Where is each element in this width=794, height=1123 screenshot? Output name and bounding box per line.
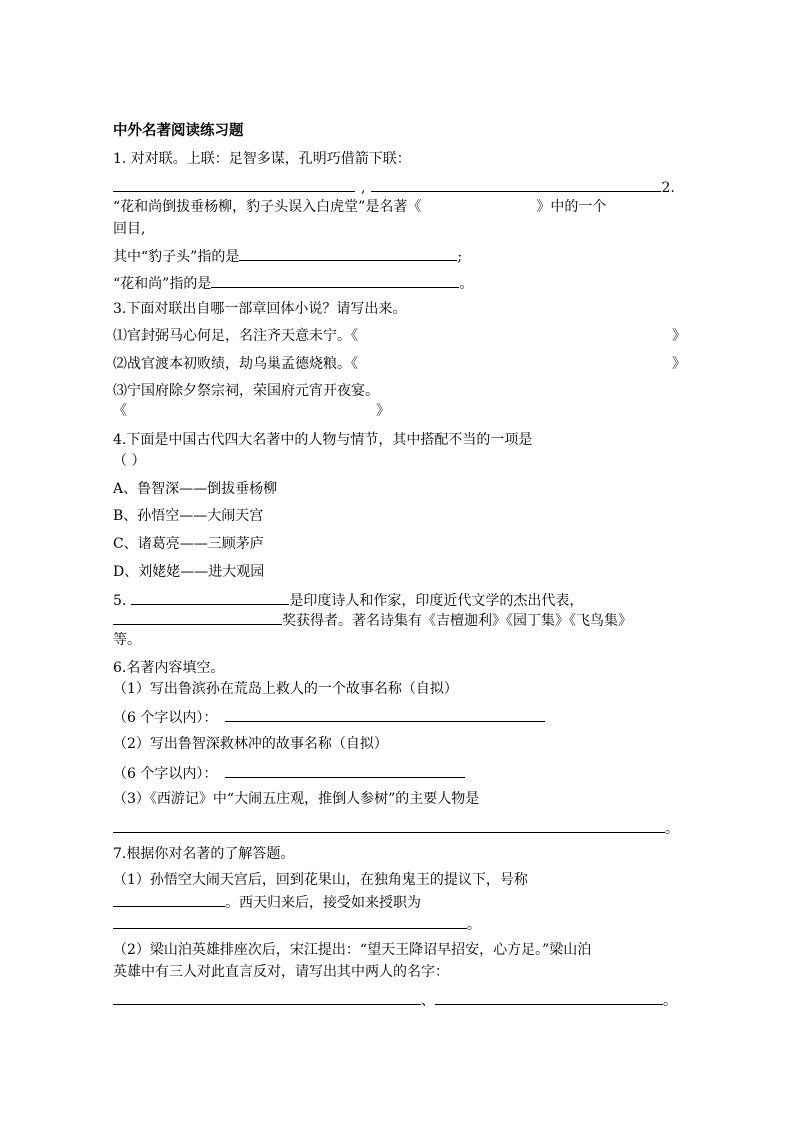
answer-blank[interactable] (113, 610, 282, 625)
question-5-line-2 (113, 610, 632, 630)
question-6-part-2: （2）写出鲁智深救林冲的故事名称（自拟） (113, 736, 388, 752)
question-3-item-3-close: 》 (376, 403, 390, 419)
question-2-text: “花和尚倒拔垂杨柳，豹子头误入白虎堂”是名著《 (113, 199, 422, 215)
question-3-item-3-open: 《 (113, 403, 127, 419)
answer-blank[interactable] (113, 177, 355, 192)
question-3-item-1-close: 》 (672, 328, 686, 344)
answer-blank[interactable] (113, 914, 467, 929)
question-1-text: 1. 对对联。上联：足智多谋，孔明巧借箭下联： (113, 151, 411, 167)
answer-paren[interactable]: （ ） (113, 453, 146, 469)
question-4-header: 4.下面是中国古代四大名著中的人物与情节，其中搭配不当的一项是 (113, 432, 533, 448)
punctuation: 。 (663, 993, 677, 1009)
question-6-part-1-answer (113, 707, 545, 727)
question-7-header: 7.根据你对名著的了解答题。 (113, 846, 295, 862)
question-6-part-3-answer (113, 818, 679, 838)
punctuation: 。 (459, 276, 474, 292)
question-2-text-end: 》中的一个 (536, 199, 607, 215)
question-5-text: 奖获得者。著名诗集有《吉檀迦利》《园丁集》《飞鸟集》 (282, 613, 632, 629)
punctuation: 。 (665, 821, 679, 837)
question-7-part-2-answers (113, 990, 677, 1010)
question-7-part-1-answer-2 (113, 914, 481, 934)
question-3-item-2: ⑵战官渡本初败绩，劫乌巢孟德烧粮。《 (113, 356, 358, 372)
option-c: C、诸葛亮——三顾茅庐 (113, 536, 264, 552)
question-6-part-2-answer (113, 763, 465, 783)
question-5-line-3: 等。 (113, 632, 141, 648)
char-limit-label: （6 个字以内）： (113, 710, 218, 726)
question-3-item-3: ⑶宁国府除夕祭宗祠，荣国府元宵开夜宴。 (113, 383, 379, 399)
leopard-head-label: 其中“豹子头”指的是 (113, 249, 240, 265)
question-6-header: 6.名著内容填空。 (113, 660, 225, 676)
option-a: A、鲁智深——倒拔垂杨柳 (113, 481, 278, 497)
answer-blank[interactable] (113, 892, 225, 907)
question-2-line (113, 198, 606, 216)
question-7-part-2-line-2: 英雄中有三人对此直言反对，请写出其中两人的名字： (113, 964, 449, 980)
question-2-flower-monk (113, 273, 473, 293)
option-b: B、孙悟空——大闹天宫 (113, 508, 264, 524)
char-limit-label: （6 个字以内）： (113, 766, 218, 782)
separator: 、 (421, 993, 435, 1009)
question-7-text: 。西天归来后，接受如来授职为 (225, 895, 421, 911)
punctuation: ; (457, 249, 463, 265)
question-6-part-1: （1）写出鲁滨孙在荒岛上救人的一个故事名称（自拟） (113, 681, 458, 697)
question-5-line-1 (113, 590, 583, 610)
comma-text: , (361, 180, 366, 196)
question-3-item-2-close: 》 (672, 356, 686, 372)
option-d: D、刘姥姥——进大观园 (113, 564, 265, 580)
question-7-part-2-line-1: （2）梁山泊英雄排座次后，宋江提出：“望天王降诏早招安，心方足。”梁山泊 (113, 942, 592, 958)
answer-blank[interactable] (131, 590, 289, 605)
punctuation: 。 (467, 917, 481, 933)
question-2-line2: 回目, (113, 221, 146, 237)
question-3-item-1: ⑴官封弼马心何足，名注齐天意未宁。《 (113, 328, 358, 344)
question-2-number: 2. (661, 180, 675, 196)
question-7-part-1: （1）孙悟空大闹天宫后，回到花果山，在独角鬼王的提议下，号称 (113, 872, 528, 888)
question-5-text: 是印度诗人和作家，印度近代文学的杰出代表， (289, 593, 584, 609)
question-5-number: 5. (113, 593, 127, 609)
flower-monk-label: “花和尚”指的是 (113, 276, 212, 292)
answer-blank[interactable] (211, 273, 459, 288)
answer-blank[interactable] (239, 246, 457, 261)
answer-blank[interactable] (225, 707, 545, 722)
answer-blank[interactable] (113, 990, 421, 1005)
question-2-leopard-head (113, 246, 462, 266)
answer-blank[interactable] (113, 818, 665, 833)
page-title: 中外名著阅读练习题 (113, 122, 244, 139)
question-6-part-3: （3）《西游记》中“大闹五庄观，推倒人参树”的主要人物是 (113, 791, 480, 807)
answer-blank[interactable] (225, 763, 465, 778)
question-7-part-1-answers (113, 892, 421, 912)
question-3-header: 3.下面对联出自哪一部章回体小说？请写出来。 (113, 301, 407, 317)
question-1-answer-line (113, 177, 675, 197)
answer-blank[interactable] (435, 990, 663, 1005)
answer-blank[interactable] (371, 177, 661, 192)
